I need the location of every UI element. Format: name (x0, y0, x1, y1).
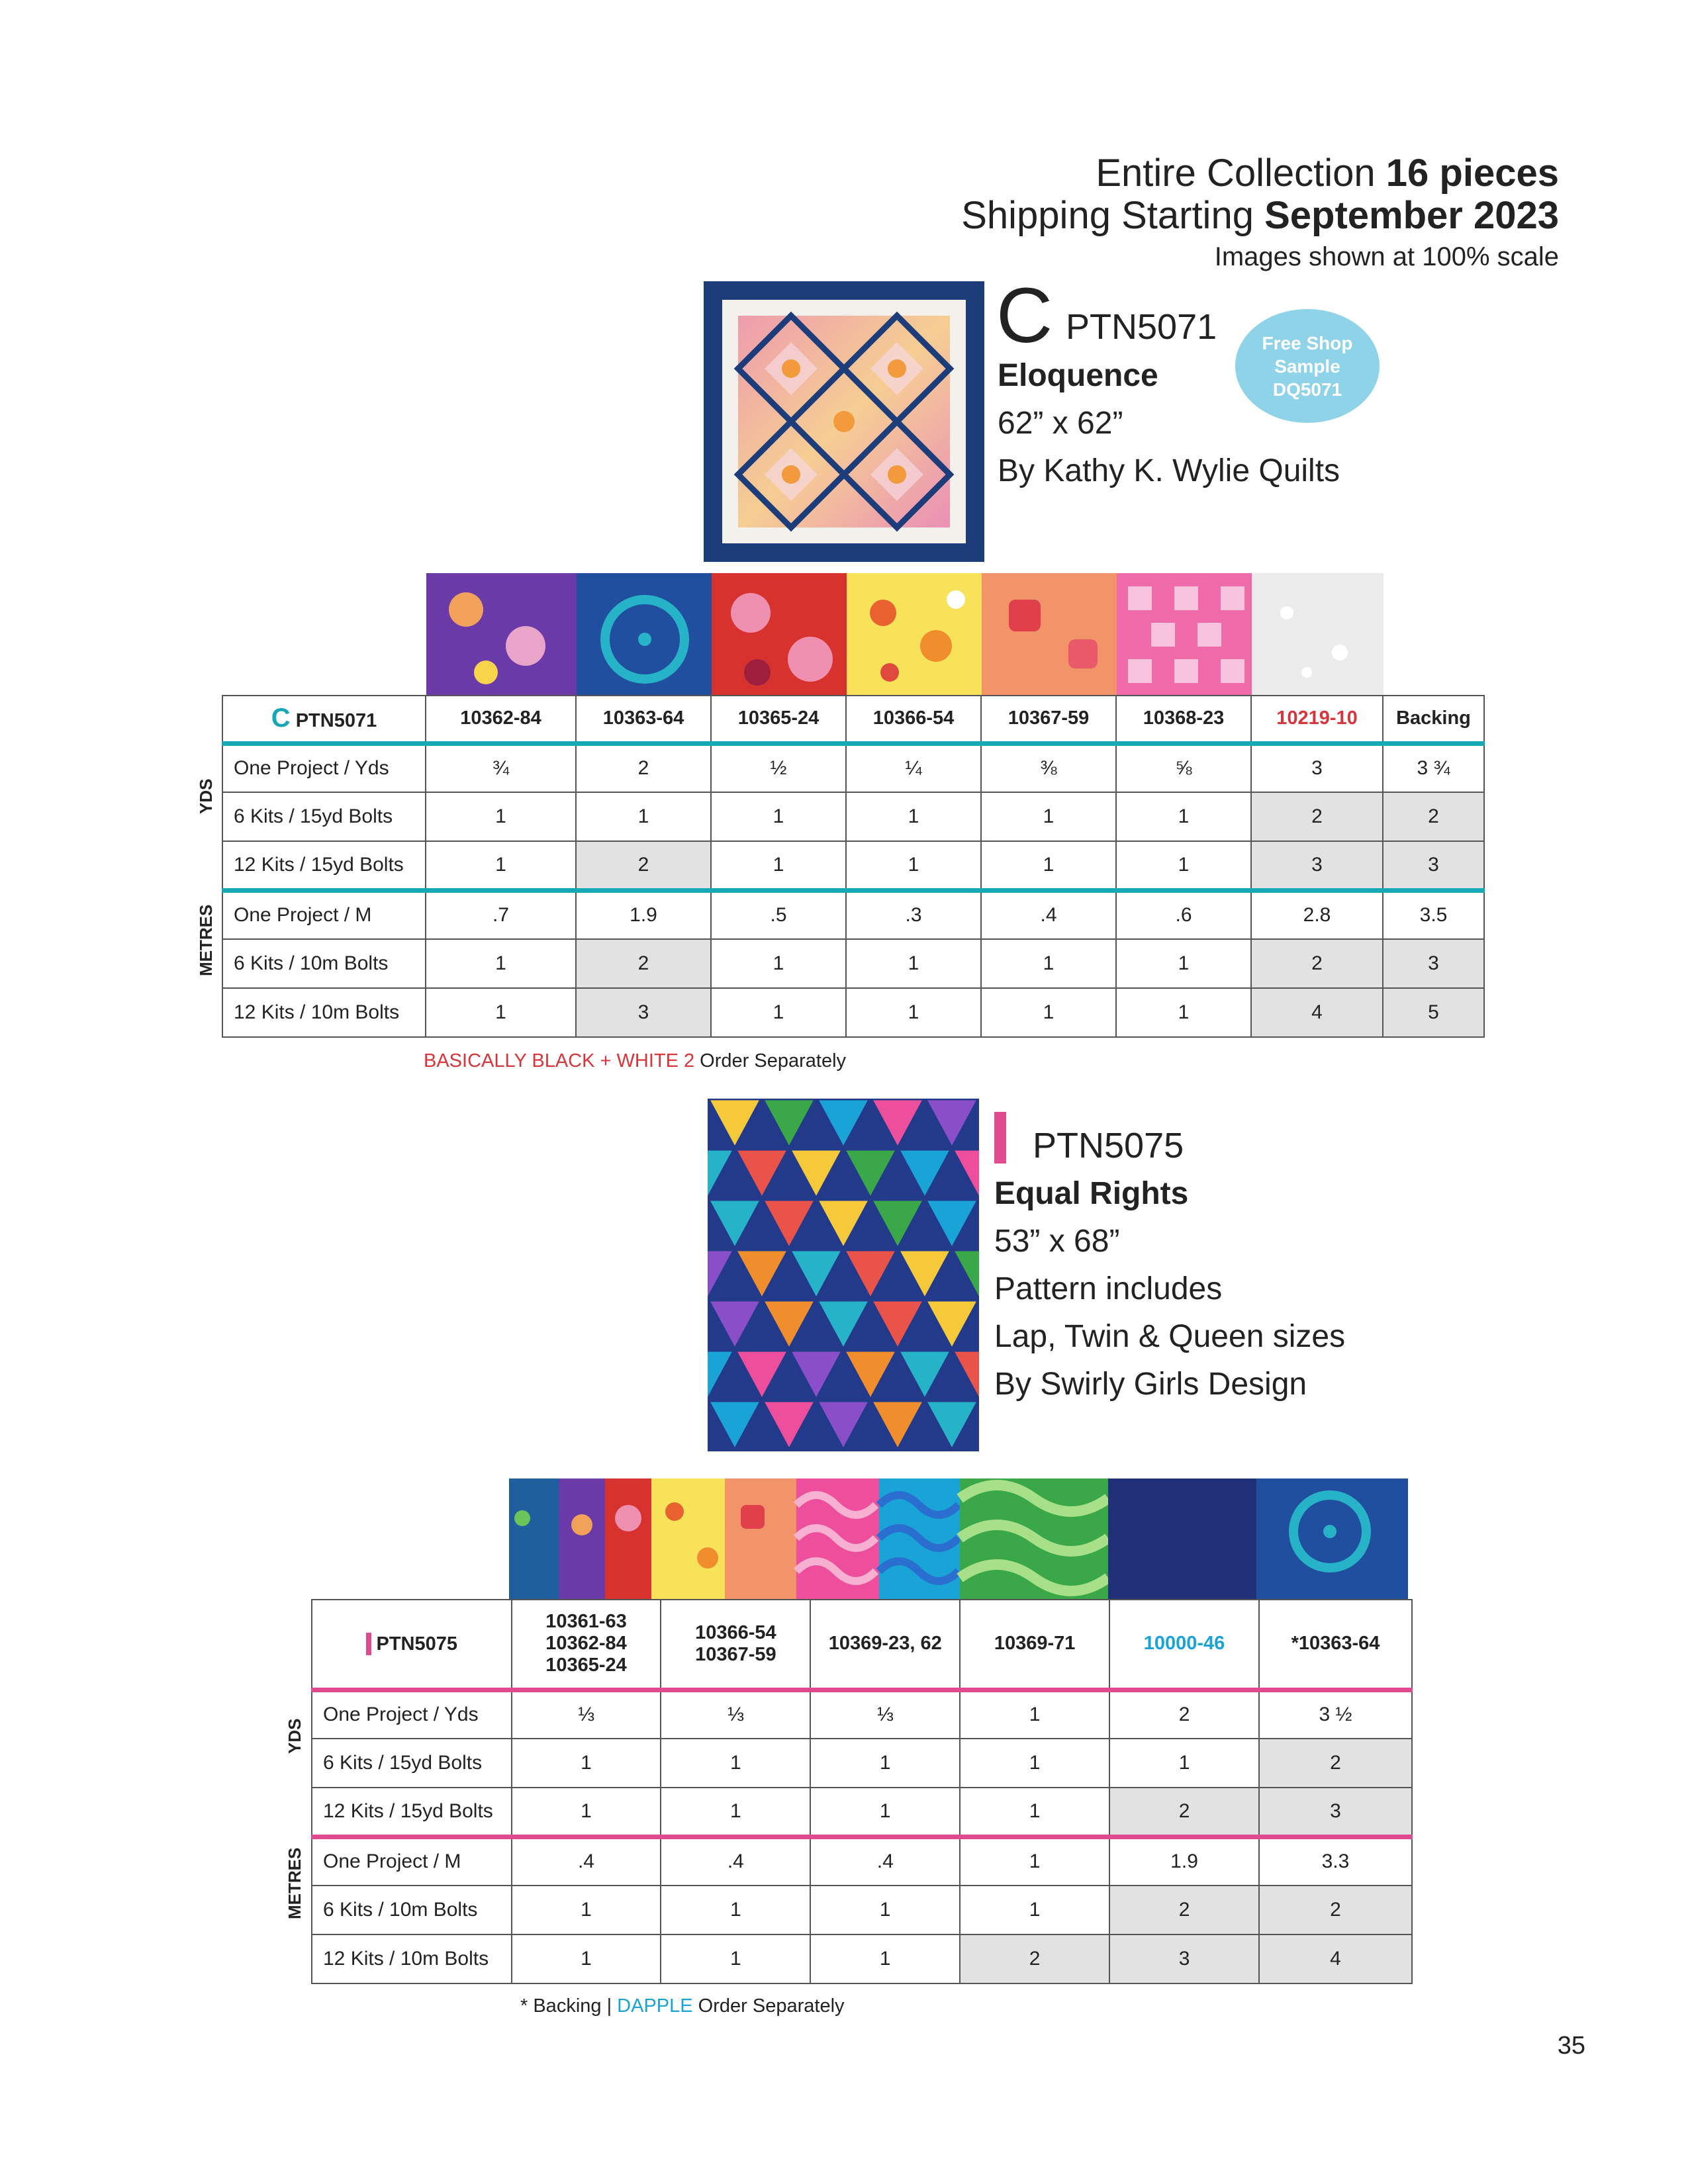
cell: 1 (846, 841, 981, 890)
cell: 1 (512, 1739, 661, 1788)
table-row (312, 1690, 1412, 1739)
cell: 3 (1259, 1788, 1412, 1837)
cell: .7 (426, 890, 576, 939)
cell: 2 (576, 939, 711, 988)
cell: 1 (846, 792, 981, 841)
column-header: 10367-59 (981, 696, 1116, 743)
pattern-i-line5: Lap, Twin & Queen sizes (994, 1319, 1346, 1354)
cell: 1 (810, 1788, 960, 1837)
cell: 1 (846, 939, 981, 988)
cell: 5 (1383, 988, 1484, 1037)
cell: 1 (981, 988, 1116, 1037)
cell: .4 (512, 1837, 661, 1886)
pattern-c-code: PTN5071 (1066, 307, 1217, 347)
cell: 3.3 (1259, 1837, 1412, 1886)
cell: 1 (661, 1886, 810, 1934)
table-row (222, 792, 1484, 841)
pattern-i-yardage-table (311, 1599, 1413, 1984)
pattern-i-line4: Pattern includes (994, 1271, 1223, 1306)
row-label: One Project / Yds (222, 743, 426, 792)
cell: 1 (426, 841, 576, 890)
pattern-i-table-title: PTN5075 (312, 1600, 512, 1690)
row-label: 12 Kits / 15yd Bolts (222, 841, 426, 890)
cell: 1 (981, 841, 1116, 890)
cell: 1 (512, 1934, 661, 1983)
cell: 3 ½ (1259, 1690, 1412, 1739)
cell: 1 (981, 792, 1116, 841)
pattern-c-letter: C (996, 272, 1053, 359)
cell: 3 (1383, 939, 1484, 988)
cell: 1 (960, 1690, 1109, 1739)
cell: 1 (960, 1788, 1109, 1837)
column-header: 10219-10 (1251, 696, 1383, 743)
cell: 2 (1383, 792, 1484, 841)
pattern-i-letter-bar (994, 1112, 1006, 1163)
cell: 1 (1116, 939, 1251, 988)
pattern-c-swatch-strip (426, 573, 1387, 695)
row-label: 12 Kits / 10m Bolts (312, 1934, 512, 1983)
cell: .5 (711, 890, 846, 939)
pattern-c-size: 62” x 62” (998, 406, 1123, 441)
cell: 1 (661, 1788, 810, 1837)
column-header: 10366-54 10367-59 (661, 1600, 810, 1690)
table-row (222, 939, 1484, 988)
cell: 4 (1251, 988, 1383, 1037)
cell: 3 (576, 988, 711, 1037)
cell: 2 (1259, 1886, 1412, 1934)
metres-side-label: METRES (196, 904, 216, 976)
column-header: 10362-84 (426, 696, 576, 743)
cell: 2 (1251, 792, 1383, 841)
cell: ⅜ (981, 743, 1116, 792)
cell: 1 (711, 792, 846, 841)
cell: 3 (1109, 1934, 1259, 1983)
column-header: 10361-63 10362-84 10365-24 (512, 1600, 661, 1690)
cell: 4 (1259, 1934, 1412, 1983)
cell: .6 (1116, 890, 1251, 939)
row-label: 6 Kits / 10m Bolts (222, 939, 426, 988)
row-label: 6 Kits / 15yd Bolts (312, 1739, 512, 1788)
row-label: One Project / Yds (312, 1690, 512, 1739)
table-row (222, 841, 1484, 890)
cell: 1 (576, 792, 711, 841)
cell: 1 (960, 1886, 1109, 1934)
cell: 1 (1116, 792, 1251, 841)
yds-side-label: YDS (285, 1718, 305, 1754)
cell: 2.8 (1251, 890, 1383, 939)
pattern-c-yardage-table (222, 695, 1485, 1038)
pattern-c-designer: By Kathy K. Wylie Quilts (998, 453, 1340, 488)
row-label: 12 Kits / 10m Bolts (222, 988, 426, 1037)
cell: 1 (846, 988, 981, 1037)
row-label: 6 Kits / 15yd Bolts (222, 792, 426, 841)
table-row (312, 1886, 1412, 1934)
cell: 3 (1251, 743, 1383, 792)
pattern-i-order-note: * Backing | DAPPLE Order Separately (520, 1995, 845, 2017)
cell: ⅓ (661, 1690, 810, 1739)
cell: 1 (426, 988, 576, 1037)
pattern-i-size: 53” x 68” (994, 1224, 1120, 1259)
row-label: 12 Kits / 15yd Bolts (312, 1788, 512, 1837)
cell: 1 (711, 841, 846, 890)
pattern-i-name: Equal Rights (994, 1176, 1189, 1211)
cell: 1 (661, 1739, 810, 1788)
cell: 3 ¾ (1383, 743, 1484, 792)
cell: 2 (960, 1934, 1109, 1983)
page-number: 35 (1557, 2032, 1585, 2060)
cell: 1 (960, 1739, 1109, 1788)
column-header: 10369-71 (960, 1600, 1109, 1690)
column-header: *10363-64 (1259, 1600, 1412, 1690)
cell: .4 (810, 1837, 960, 1886)
scale-note: Images shown at 100% scale (1214, 242, 1559, 271)
column-header: 10365-24 (711, 696, 846, 743)
cell: ⅝ (1116, 743, 1251, 792)
table-row (312, 1934, 1412, 1983)
shipping-line: Shipping Starting September 2023 (961, 194, 1559, 237)
cell: ¼ (846, 743, 981, 792)
cell: 1 (711, 939, 846, 988)
row-label: 6 Kits / 10m Bolts (312, 1886, 512, 1934)
table-row (312, 1788, 1412, 1837)
cell: 2 (1259, 1739, 1412, 1788)
cell: ½ (711, 743, 846, 792)
cell: 2 (576, 841, 711, 890)
row-label: One Project / M (312, 1837, 512, 1886)
table-row (222, 988, 1484, 1037)
cell: 1 (810, 1934, 960, 1983)
cell: 2 (1109, 1788, 1259, 1837)
cell: 1.9 (1109, 1837, 1259, 1886)
column-header: 10363-64 (576, 696, 711, 743)
cell: 2 (1109, 1690, 1259, 1739)
pattern-i-code: PTN5075 (1033, 1126, 1184, 1165)
equal-rights-quilt-image (708, 1099, 979, 1451)
cell: 3 (1383, 841, 1484, 890)
cell: 1 (512, 1886, 661, 1934)
cell: 1 (810, 1886, 960, 1934)
cell: 1 (426, 792, 576, 841)
cell: 1.9 (576, 890, 711, 939)
pattern-c-name: Eloquence (998, 358, 1158, 393)
cell: 2 (576, 743, 711, 792)
table-row (312, 1837, 1412, 1886)
column-header: Backing (1383, 696, 1484, 743)
cell: ⅓ (810, 1690, 960, 1739)
row-label: One Project / M (222, 890, 426, 939)
cell: .3 (846, 890, 981, 939)
pattern-c-order-note: BASICALLY BLACK + WHITE 2 Order Separately (424, 1050, 847, 1071)
column-header: 10368-23 (1116, 696, 1251, 743)
cell: .4 (661, 1837, 810, 1886)
free-shop-sample-badge: Free Shop Sample DQ5071 (1235, 309, 1380, 423)
pattern-i-designer: By Swirly Girls Design (994, 1367, 1307, 1402)
metres-side-label: METRES (285, 1847, 305, 1919)
table-row (222, 743, 1484, 792)
table-row (222, 890, 1484, 939)
cell: 3.5 (1383, 890, 1484, 939)
column-header: 10366-54 (846, 696, 981, 743)
cell: 2 (1251, 939, 1383, 988)
cell: 1 (1109, 1739, 1259, 1788)
cell: 1 (810, 1739, 960, 1788)
cell: 1 (981, 939, 1116, 988)
column-header: 10369-23, 62 (810, 1600, 960, 1690)
cell: .4 (981, 890, 1116, 939)
pattern-c-table-title: C PTN5071 (222, 696, 426, 743)
cell: 1 (661, 1934, 810, 1983)
cell: 1 (1116, 841, 1251, 890)
pattern-i-swatch-strip (509, 1479, 1412, 1599)
eloquence-quilt-image (704, 281, 984, 562)
cell: 1 (1116, 988, 1251, 1037)
collection-line: Entire Collection 16 pieces (1096, 152, 1559, 195)
table-row (312, 1739, 1412, 1788)
cell: ⅓ (512, 1690, 661, 1739)
cell: 3 (1251, 841, 1383, 890)
cell: 1 (711, 988, 846, 1037)
cell: 1 (426, 939, 576, 988)
yds-side-label: YDS (196, 778, 216, 814)
cell: 1 (512, 1788, 661, 1837)
column-header: 10000-46 (1109, 1600, 1259, 1690)
cell: 1 (960, 1837, 1109, 1886)
cell: 2 (1109, 1886, 1259, 1934)
cell: ¾ (426, 743, 576, 792)
